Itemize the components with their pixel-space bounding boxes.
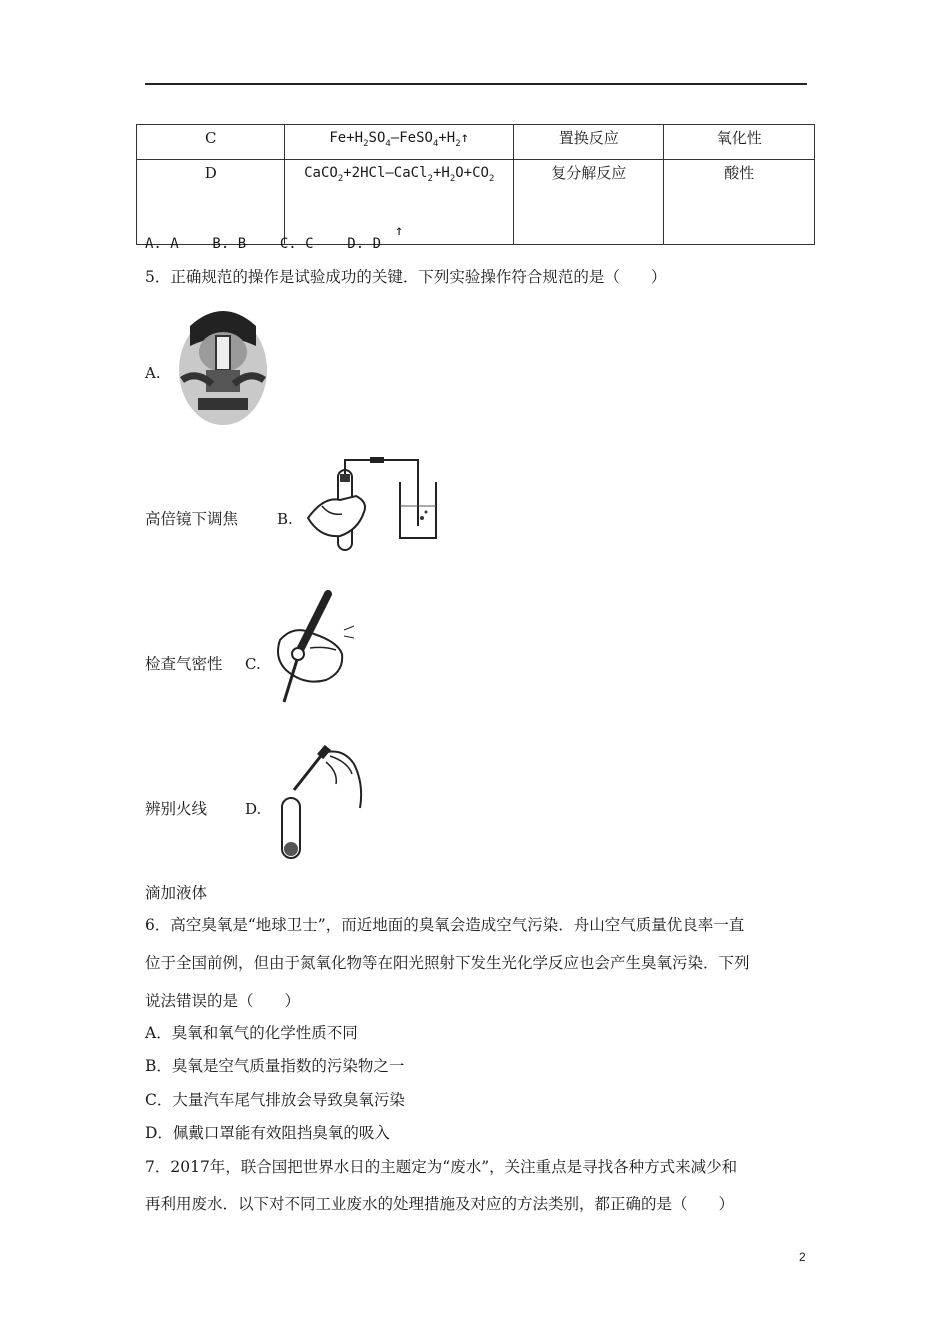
q6-option-d: D．佩戴口罩能有效阻挡臭氧的吸入 <box>145 1124 390 1142</box>
q6-option-b: B．臭氧是空气质量指数的污染物之一 <box>145 1057 405 1075</box>
table-cell-reaction-type: 置换反应 <box>514 125 664 160</box>
header-rule <box>145 83 807 85</box>
q7-stem-line-1: 7．2017年，联合国把世界水日的主题定为“废水”，关注重点是寻找各种方式来减少和 <box>145 1158 738 1176</box>
table-cell-option: D <box>137 160 285 245</box>
reaction-table <box>136 124 815 245</box>
q5-option-b-letter: B. <box>277 510 293 528</box>
airtightness-apparatus-image <box>300 456 442 556</box>
q6-stem-line-2: 位于全国前例，但由于氮氧化物等在阳光照射下发生光化学反应也会产生臭氧污染．下列 <box>145 954 750 972</box>
dropper-test-tube-image <box>272 744 368 864</box>
q5-option-c-caption: 辨别火线 <box>145 800 208 818</box>
q6-option-a: A．臭氧和氧气的化学性质不同 <box>145 1024 358 1042</box>
table-cell-reaction-type: 复分解反应 <box>514 160 664 245</box>
table-cell-equation: $CaCO_2+2HCl—CaCl_2+H_2O+CO_2$ ↑ <box>285 160 514 245</box>
q5-stem: 5．正确规范的操作是试验成功的关键．下列实验操作符合规范的是（ ） <box>145 268 667 286</box>
q5-option-a-caption: 高倍镜下调焦 <box>145 510 239 528</box>
q6-stem-line-1: 6．高空臭氧是“地球卫士”，而近地面的臭氧会造成空气污染．舟山空气质量优良率一直 <box>145 916 745 934</box>
test-pencil-image <box>270 590 356 708</box>
table-cell-equation: $Fe+H_2SO_4—FeSO_4+H_2↑$ <box>285 125 514 160</box>
page-number: 2 <box>799 1250 806 1264</box>
table-row <box>137 160 815 245</box>
table-cell-option: C <box>137 125 285 160</box>
microscope-student-image <box>176 300 270 426</box>
q5-option-d-caption: 滴加液体 <box>145 884 208 902</box>
q6-stem-line-3: 说法错误的是（ ） <box>145 992 301 1010</box>
table-row <box>137 125 815 160</box>
q7-stem-line-2: 再利用废水．以下对不同工业废水的处理措施及对应的方法类别，都正确的是（ ） <box>145 1195 735 1213</box>
q5-option-b-caption: 检查气密性 <box>145 655 223 673</box>
q4-options: A. A B. B C. C D. D <box>145 236 382 252</box>
q5-option-c-letter: C. <box>245 655 261 673</box>
q6-option-c: C．大量汽车尾气排放会导致臭氧污染 <box>145 1091 405 1109</box>
q5-option-d-letter: D. <box>245 800 262 818</box>
table-cell-property: 酸性 <box>664 160 815 245</box>
table-cell-property: 氧化性 <box>664 125 815 160</box>
q5-option-a-letter: A. <box>145 364 161 382</box>
